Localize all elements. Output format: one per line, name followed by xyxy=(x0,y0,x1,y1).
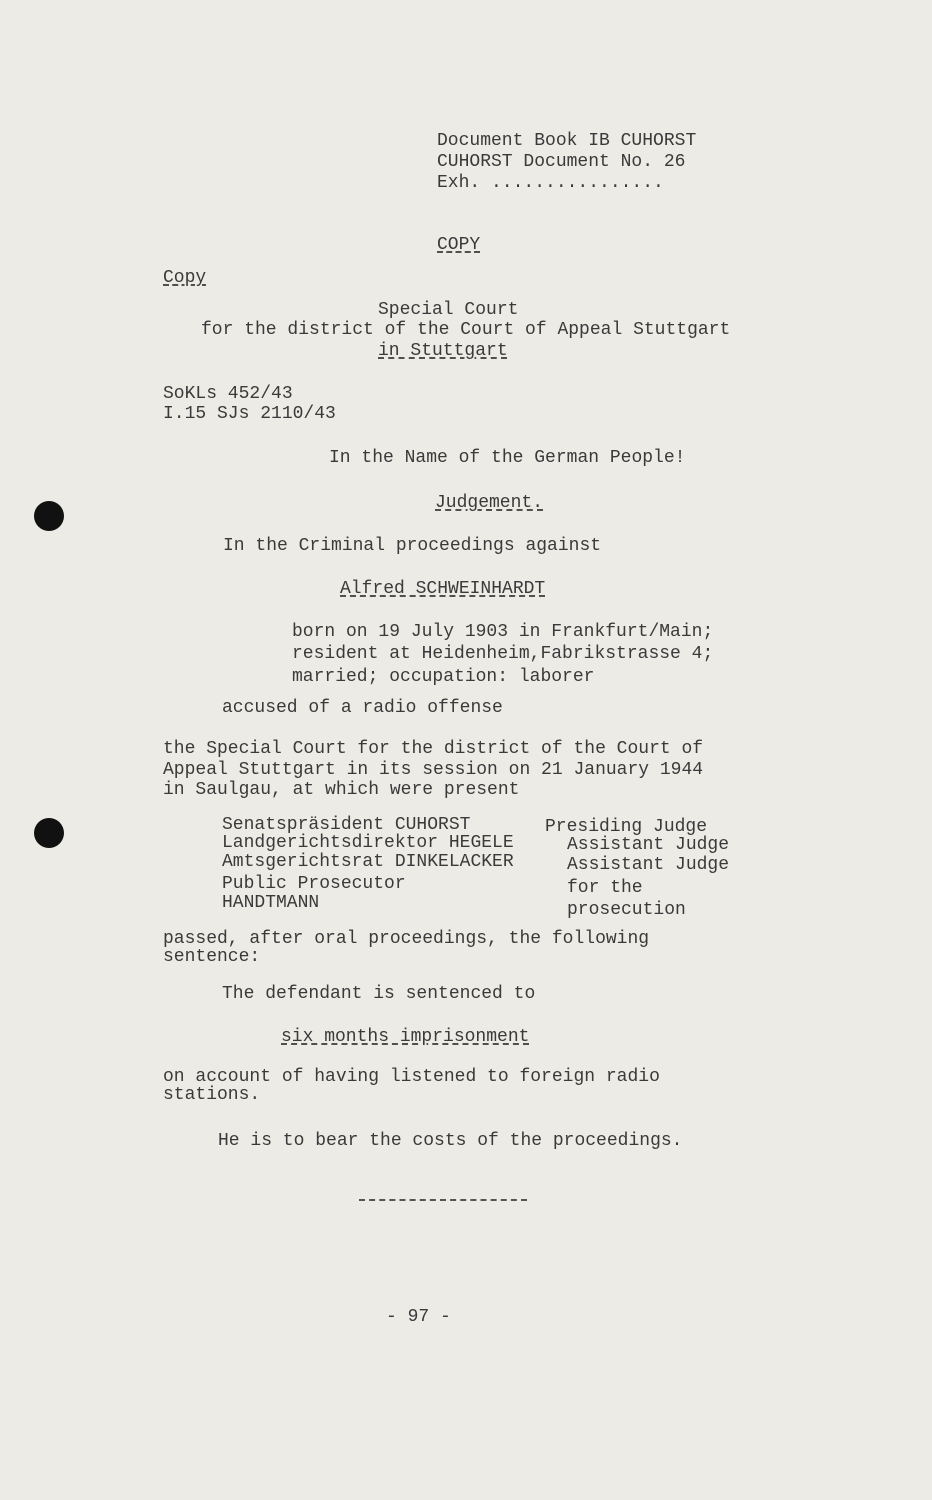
court-line-2: for the district of the Court of Appeal Stuttgart xyxy=(201,320,731,340)
punch-hole xyxy=(34,501,64,531)
passed-line-2: sentence: xyxy=(163,947,261,967)
present-name: Senatspräsident CUHORST xyxy=(222,815,471,835)
header-line-1: Document Book IB CUHORST xyxy=(437,131,697,151)
accused-of: accused of a radio offense xyxy=(222,698,503,718)
sentenced-to: The defendant is sentenced to xyxy=(222,984,536,1004)
costs-statement: He is to bear the costs of the proceedings. xyxy=(218,1131,683,1151)
present-role: Assistant Judge xyxy=(567,855,730,875)
in-the-name-heading: In the Name of the German People! xyxy=(329,448,686,468)
passed-line-1: passed, after oral proceedings, the following xyxy=(163,929,650,949)
present-role: for the xyxy=(567,878,643,898)
case-ref-2: I.15 SJs 2110/43 xyxy=(163,404,336,424)
present-name: Amtsgerichtsrat DINKELACKER xyxy=(222,852,514,872)
court-line-1: Special Court xyxy=(378,300,519,320)
punch-hole xyxy=(34,818,64,848)
session-line-3: in Saulgau, at which were present xyxy=(163,780,520,800)
on-account-line-2: stations. xyxy=(163,1085,261,1105)
case-ref-1: SoKLs 452/43 xyxy=(163,384,293,404)
on-account-line-1: on account of having listened to foreign radio xyxy=(163,1067,660,1087)
session-line-2: Appeal Stuttgart in its session on 21 January 1944 xyxy=(163,760,704,780)
proceedings-against: In the Criminal proceedings against xyxy=(223,536,602,556)
copy-label: Copy xyxy=(163,268,207,288)
present-role: prosecution xyxy=(567,900,686,920)
present-role: Presiding Judge xyxy=(545,817,708,837)
page-number: - 97 - xyxy=(386,1307,451,1327)
defendant-detail-2: resident at Heidenheim,Fabrikstrasse 4; xyxy=(292,644,714,664)
present-role: Assistant Judge xyxy=(567,835,730,855)
defendant-detail-1: born on 19 July 1903 in Frankfurt/Main; xyxy=(292,622,714,642)
defendant-detail-3: married; occupation: laborer xyxy=(292,667,595,687)
closing-rule xyxy=(359,1199,527,1201)
copy-title: COPY xyxy=(437,235,481,255)
present-name: HANDTMANN xyxy=(222,893,320,913)
header-line-2: CUHORST Document No. 26 xyxy=(437,152,686,172)
defendant-name: Alfred SCHWEINHARDT xyxy=(340,579,546,599)
header-line-3: Exh. ................ xyxy=(437,173,664,193)
present-name: Public Prosecutor xyxy=(222,874,406,894)
sentence: six months imprisonment xyxy=(281,1027,530,1047)
present-name: Landgerichtsdirektor HEGELE xyxy=(222,833,514,853)
judgement-heading: Judgement. xyxy=(435,493,544,513)
session-line-1: the Special Court for the district of the Court of xyxy=(163,739,704,759)
court-line-3: in Stuttgart xyxy=(378,341,508,361)
